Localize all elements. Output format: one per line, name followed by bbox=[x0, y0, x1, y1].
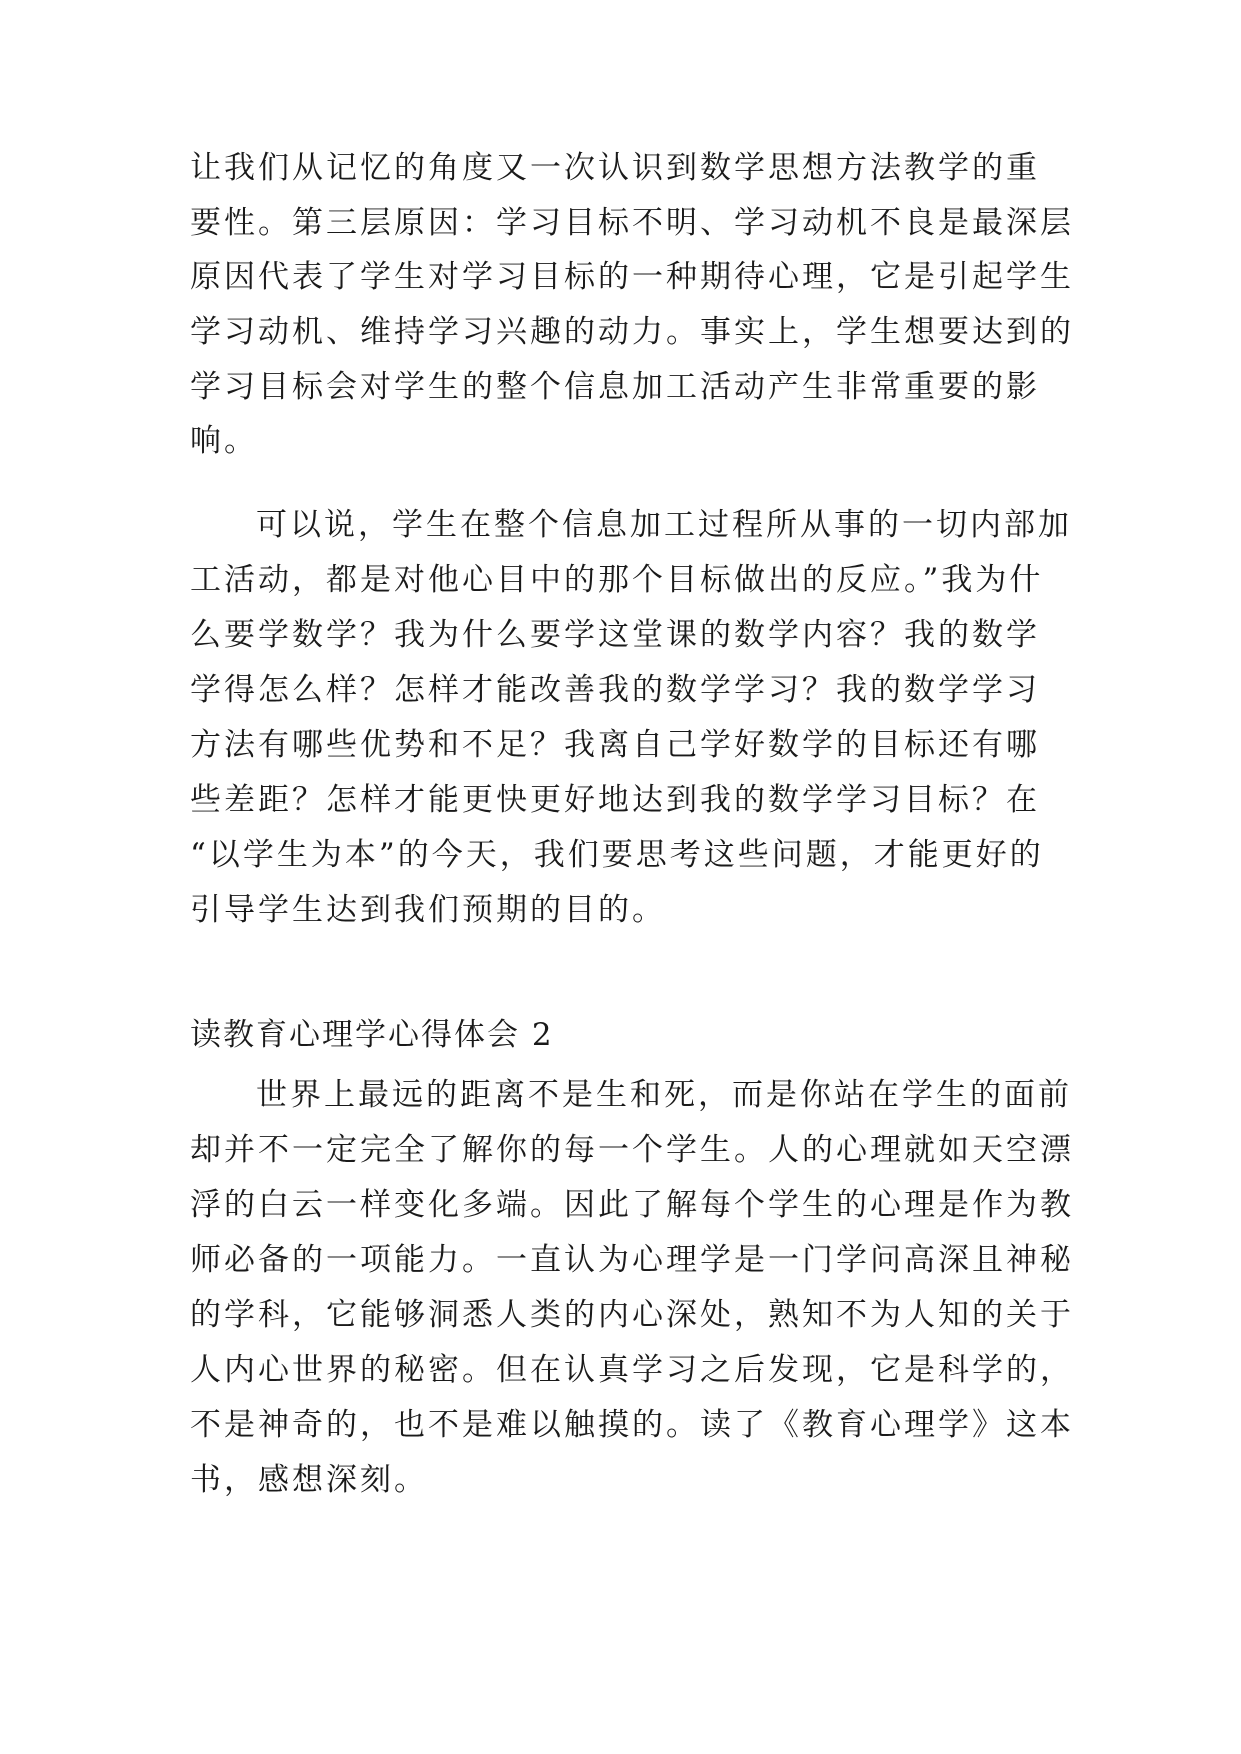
section-title: 读教育心理学心得体会 2 bbox=[190, 1017, 554, 1053]
paragraph-line: 学得怎么样？怎样才能改善我的数学学习？我的数学学习 bbox=[190, 672, 1040, 708]
paragraph-line: 可以说，学生在整个信息加工过程所从事的一切内部加 bbox=[256, 507, 1072, 543]
paragraph-line: 却并不一定完全了解你的每一个学生。人的心理就如天空漂 bbox=[190, 1132, 1074, 1168]
paragraph-line: 不是神奇的，也不是难以触摸的。读了《教育心理学》这本 bbox=[190, 1407, 1074, 1443]
paragraph-line: 方法有哪些优势和不足？我离自己学好数学的目标还有哪 bbox=[190, 727, 1040, 763]
paragraph-line: 要性。第三层原因：学习目标不明、学习动机不良是最深层 bbox=[190, 205, 1074, 241]
paragraph-line: 些差距？怎样才能更快更好地达到我的数学学习目标？在 bbox=[190, 782, 1040, 818]
paragraph-line: 的学科，它能够洞悉人类的内心深处，熟知不为人知的关于 bbox=[190, 1297, 1074, 1333]
paragraph-line: 么要学数学？我为什么要学这堂课的数学内容？我的数学 bbox=[190, 617, 1040, 653]
paragraph-line: 工活动，都是对他心目中的那个目标做出的反应。”我为什 bbox=[190, 562, 1044, 598]
paragraph-line: 响。 bbox=[190, 423, 258, 459]
paragraph-line: 原因代表了学生对学习目标的一种期待心理，它是引起学生 bbox=[190, 259, 1074, 295]
paragraph-line: 师必备的一项能力。一直认为心理学是一门学问高深且神秘 bbox=[190, 1242, 1074, 1278]
paragraph-line: 世界上最远的距离不是生和死，而是你站在学生的面前 bbox=[256, 1077, 1072, 1113]
paragraph-line: 引导学生达到我们预期的目的。 bbox=[190, 892, 666, 928]
paragraph-line: 书，感想深刻。 bbox=[190, 1462, 428, 1498]
paragraph-line: 浮的白云一样变化多端。因此了解每个学生的心理是作为教 bbox=[190, 1187, 1074, 1223]
paragraph-line: 人内心世界的秘密。但在认真学习之后发现，它是科学的， bbox=[190, 1352, 1074, 1388]
paragraph-line: 让我们从记忆的角度又一次认识到数学思想方法教学的重 bbox=[190, 150, 1040, 186]
paragraph-line: “以学生为本”的今天，我们要思考这些问题，才能更好的 bbox=[190, 837, 1044, 873]
paragraph-line: 学习动机、维持学习兴趣的动力。事实上，学生想要达到的 bbox=[190, 314, 1074, 350]
paragraph-line: 学习目标会对学生的整个信息加工活动产生非常重要的影 bbox=[190, 369, 1040, 405]
